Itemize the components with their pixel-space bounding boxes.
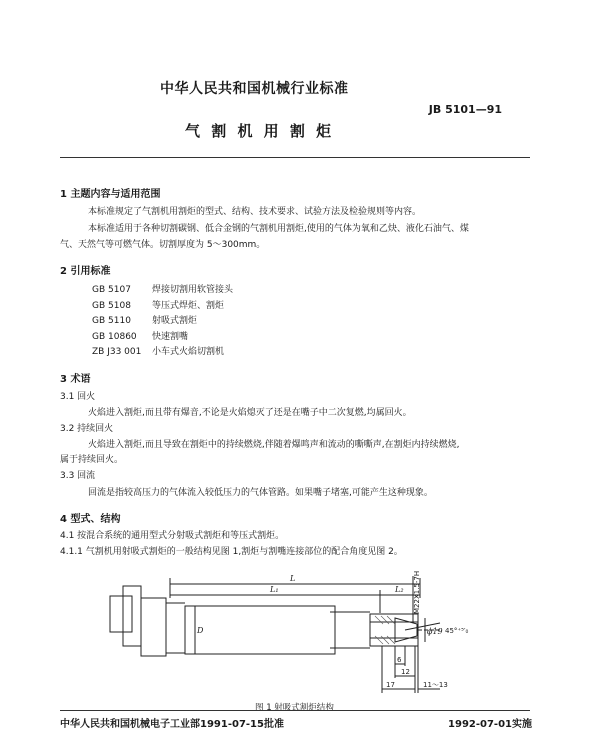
document-title: 气 割 机 用 割 炬	[185, 122, 335, 140]
term-3-2-heading: 3.2 持续回火	[60, 424, 114, 434]
dim-label-phi19: ϕ19	[427, 627, 443, 636]
term-3-1-text: 火焰进入割炬,而且带有爆音,不论是火焰熄灭了还是在嘴子中二次复燃,均属回火。	[88, 408, 412, 418]
term-3-1-heading: 3.1 回火	[60, 392, 96, 402]
reference-item: GB 5108 等压式焊炬、割炬	[92, 300, 225, 311]
clause-4-1: 4.1 按混合系统的通用型式分射吸式割炬和等压式割炬。	[60, 531, 285, 541]
section-1-paragraph-2a: 本标准适用于各种切割碳钢、低合金钢的气割机用割炬,使用的气体为氧和乙炔、液化石油气、煤	[88, 224, 469, 234]
footer-divider	[60, 710, 530, 711]
reference-item: GB 5107 焊接切割用软管接头	[92, 285, 234, 295]
dim-label-D: D	[197, 626, 204, 635]
reference-item: GB 10860 快速割嘴	[92, 331, 189, 342]
reference-item: ZB J33 001 小车式火焰切割机	[92, 347, 225, 357]
header-divider	[60, 157, 530, 158]
section-4-heading: 4 型式、结构	[60, 514, 121, 525]
section-1-paragraph-2b: 气、天然气等可燃气体。切割厚度为 5～300mm。	[60, 240, 266, 250]
approval-statement: 中华人民共和国机械电子工业部1991-07-15批准	[60, 719, 284, 730]
dim-label-6: 6	[397, 656, 402, 664]
term-3-2-text-a: 火焰进入割炬,而且导致在割炬中的持续燃烧,伴随着爆鸣声和流动的嘶嘶声,在割炬内持续燃烧,	[88, 440, 460, 450]
effective-date: 1992-07-01实施	[448, 719, 532, 730]
section-1-heading: 1 主题内容与适用范围	[60, 189, 161, 200]
issuing-organization: 中华人民共和国机械行业标准	[160, 81, 349, 97]
dim-label-angle: 45°⁺⁵′₀	[445, 627, 469, 635]
dim-label-L: L	[290, 574, 296, 583]
section-3-heading: 3 术语	[60, 374, 91, 385]
figure-caption: 图 1 射吸式割炬结构	[255, 703, 334, 713]
term-3-2-text-b: 属于持续回火。	[60, 455, 124, 465]
dim-label-L2: L₂	[395, 585, 404, 594]
dim-label-11-13: 11～13	[423, 681, 448, 689]
term-3-3-heading: 3.3 回流	[60, 471, 96, 481]
dim-label-17: 17	[386, 681, 395, 689]
clause-4-1-1: 4.1.1 气割机用射吸式割炬的一般结构见图 1,割炬与割嘴连接部位的配合角度见图 2。	[60, 547, 403, 557]
section-2-heading: 2 引用标准	[60, 266, 111, 277]
dim-label-L1: L₁	[270, 585, 279, 594]
dim-label-12: 12	[401, 668, 410, 676]
reference-list	[92, 283, 233, 361]
torch-structure-drawing	[95, 568, 495, 701]
standard-code: JB 5101—91	[428, 103, 502, 116]
section-1-paragraph-1: 本标准规定了气割机用割炬的型式、结构、技术要求、试验方法及检验规则等内容。	[88, 207, 422, 217]
term-3-3-text: 回流是指较高压力的气体流入较低压力的气体管路。如果嘴子堵塞,可能产生这种现象。	[88, 488, 433, 498]
reference-item: GB 5110 射吸式割炬	[92, 316, 198, 326]
dim-label-thread: M22X1.5-7H	[413, 570, 421, 614]
